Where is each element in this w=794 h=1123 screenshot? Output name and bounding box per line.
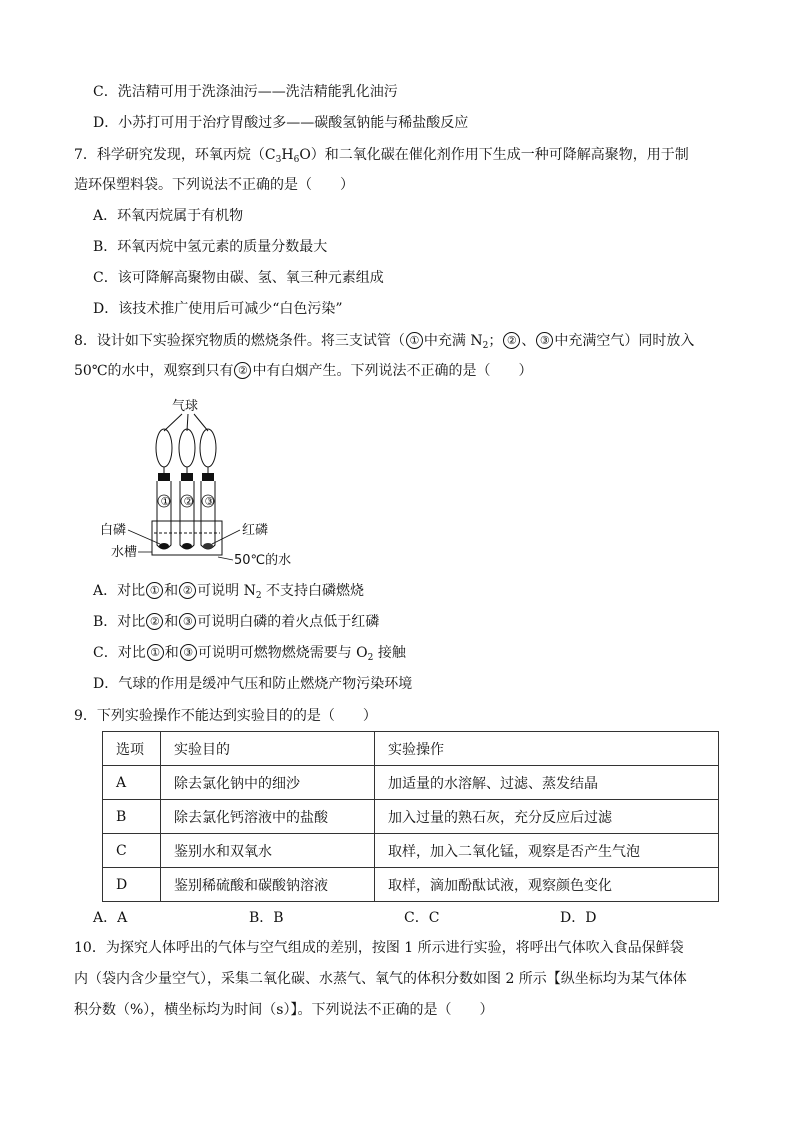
cell-purpose: 除去氯化钠中的细沙 (161, 766, 375, 800)
q8-stem-line1: 8．设计如下实验探究物质的燃烧条件。将三支试管（ ① 中充满 $N_2$； ② 、 ③ 中充满空气）同时放入 (74, 333, 695, 351)
q8-option-c: C．对比 ① 和 ③ 可说明可燃物燃烧需要与 $O_2$ 接触 (93, 645, 406, 663)
q6-option-d: D．小苏打可用于治疗胃酸过多——碳酸氢钠能与稀盐酸反应 (93, 115, 469, 131)
q8-option-b: B．对比 ② 和 ③ 可说明白磷的着火点低于红磷 (93, 614, 380, 630)
table-row (103, 834, 719, 868)
q10-stem-line3: 积分数（%），横坐标均为时间（s）】。下列说法不正确的是（ ） (74, 1002, 494, 1018)
q7-option-a: A．环氧丙烷属于有机物 (93, 208, 244, 224)
q7-stem-line2: 造环保塑料袋。下列说法不正确的是（ ） (74, 177, 354, 193)
table-row (103, 800, 719, 834)
q8-option-a: A．对比 ① 和 ② 可说明 $N_2$ 不支持白磷燃烧 (93, 583, 365, 601)
cell-option: A (103, 766, 161, 800)
table-row (103, 868, 719, 902)
header-operation: 实验操作 (375, 732, 719, 766)
cell-operation: 加适量的水溶解、过滤、蒸发结晶 (375, 766, 719, 800)
header-purpose: 实验目的 (161, 732, 375, 766)
balloon-label: 气球 (172, 399, 199, 414)
stopper-1 (158, 473, 170, 481)
q7-option-b: B．环氧丙烷中氢元素的质量分数最大 (93, 239, 328, 255)
balloon-2 (179, 429, 195, 473)
balloon-3 (200, 429, 216, 473)
q7-option-c: C．该可降解高聚物由碳、氢、氧三种元素组成 (93, 270, 384, 286)
q10-stem-line1: 10．为探究人体呼出的气体与空气组成的差别，按图 1 所示进行实验，将呼出气体吹入食品保鲜袋 (74, 940, 684, 956)
cell-operation: 取样，滴加酚酞试液，观察颜色变化 (375, 868, 719, 902)
table-header-row (103, 732, 719, 766)
q9-experiment-table (102, 731, 719, 902)
cell-purpose: 鉴别水和双氧水 (161, 834, 375, 868)
white-phosphorus-label: 白磷 (100, 523, 127, 538)
red-phosphorus-label: 红磷 (242, 523, 269, 538)
water-trough (152, 521, 222, 555)
stopper-3 (202, 473, 214, 481)
q8-option-d: D．气球的作用是缓冲气压和防止燃烧产物污染环境 (93, 676, 413, 692)
test-tube-3 (201, 481, 215, 549)
cell-option: D (103, 868, 161, 902)
table-row (103, 766, 719, 800)
test-tube-1 (157, 481, 171, 549)
cell-purpose: 除去氯化钙溶液中的盐酸 (161, 800, 375, 834)
cell-option: B (103, 800, 161, 834)
tube-label-3: ③ (204, 495, 215, 508)
trough-label: 水槽 (111, 545, 138, 560)
q8-stem-line2: 50℃的水中，观察到只有 ② 中有白烟产生。下列说法不正确的是（ ） (74, 363, 533, 379)
stopper-2 (181, 473, 193, 481)
q6-option-c: C．洗洁精可用于洗涤油污——洗洁精能乳化油污 (93, 84, 398, 100)
combustion-experiment-figure (100, 393, 300, 573)
q7-stem-line1: 7．科学研究发现，环氧丙烷$(C_3H_6O)$和二氧化碳在催化剂作用下生成一种可降解高聚物，用于制 (74, 147, 689, 165)
cell-operation: 加入过量的熟石灰，充分反应后过滤 (375, 800, 719, 834)
tube-label-1: ① (160, 495, 171, 508)
q10-stem-line2: 内（袋内含少量空气），采集二氧化碳、水蒸气、氧气的体积分数如图 2 所示【纵坐标均为某气体体 (74, 971, 687, 987)
q9-answer-c: C．C (404, 910, 440, 926)
cell-purpose: 鉴别稀硫酸和碳酸钠溶液 (161, 868, 375, 902)
q9-answer-d: D．D (560, 910, 597, 926)
q9-answer-a: A．A (93, 910, 128, 926)
white-phosphorus-1 (159, 543, 169, 549)
q7-option-d: D．该技术推广使用后可减少“白色污染” (93, 301, 343, 317)
white-phosphorus-2 (182, 543, 192, 549)
balloon-1 (156, 429, 172, 473)
water-label: 50℃的水 (234, 553, 292, 568)
cell-operation: 取样，加入二氧化锰，观察是否产生气泡 (375, 834, 719, 868)
header-option: 选项 (103, 732, 161, 766)
red-phosphorus (203, 543, 213, 549)
test-tube-2 (180, 481, 194, 549)
cell-option: C (103, 834, 161, 868)
q9-answer-b: B．B (249, 910, 284, 926)
tube-label-2: ② (183, 495, 194, 508)
q9-stem: 9．下列实验操作不能达到实验目的的是（ ） (74, 708, 377, 724)
